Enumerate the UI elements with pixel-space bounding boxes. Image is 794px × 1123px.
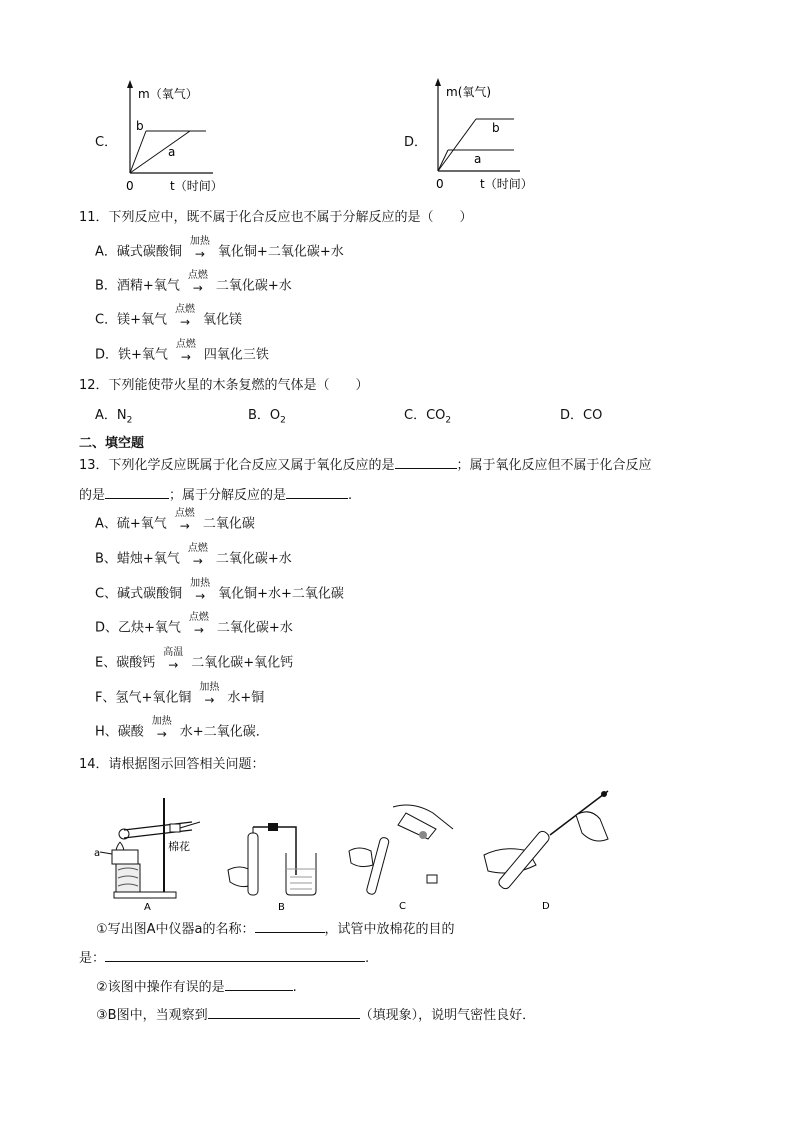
graph-d-option-label: D． [404,135,428,150]
graph-d-y-arrow [435,78,441,86]
q14-stem: 14．请根据图示回答相关问题： [79,757,265,772]
graph-d-ylabel: m(氧气) [446,85,492,99]
q14-sub1-line2: 是： . [79,947,369,968]
graph-c-y-arrow [127,80,133,88]
graph-d [428,76,558,194]
q12-stem: 12．下列能使带火星的木条复燃的气体是（ ） [79,378,369,393]
q11-option-b: B．酒精+氧气 点燃 → 二氧化碳+水 [95,270,292,295]
graph-c-label-a: a [168,145,176,159]
q11-option-c: C．镁+氧气 点燃 → 氧化镁 [95,304,242,329]
q13-blank-1[interactable] [395,454,457,469]
q14-sub1-line1: ①写出图A中仪器a的名称： ，试管中放棉花的目的 [96,918,455,939]
graph-c-option-label: C． [95,135,118,150]
q14-blank-instrument-name[interactable] [255,918,325,933]
q14-sub3: ③B图中，当观察到 （填现象），说明气密性良好． [96,1004,535,1025]
q13-line1: 13．下列化学反应既属于化合反应又属于氧化反应的是 ；属于氧化反应但不属于化合反应 [79,454,652,475]
graph-d-line-a-rise [438,150,448,171]
figure-c-pouring [343,797,463,913]
q13-option-e: E、碳酸钙 高温 → 二氧化碳+氧化钙 [95,647,294,672]
q13-blank-2[interactable] [105,484,169,499]
q13-blank-3[interactable] [286,484,348,499]
q12-option-a: A．$N_2$ [95,408,133,426]
q14-blank-cotton-purpose[interactable] [105,947,365,962]
figure-d-dropper [480,785,625,913]
graph-d-label-a: a [474,152,482,166]
q14-blank-phenomenon[interactable] [208,1004,360,1019]
figure-a-caption: A [144,902,151,912]
graph-c-ylabel: m（氧气） [138,87,198,101]
q13-option-d: D、乙炔+氧气 点燃 → 二氧化碳+水 [95,612,293,637]
graph-d-label-b: b [492,121,500,135]
graph-c-xlabel: t（时间） [170,179,223,193]
graph-c-label-b: b [136,119,144,133]
figure-a-heating-apparatus [92,792,207,912]
q13-option-h: H、碳酸 加热 → 水+二氧化碳． [95,716,269,741]
q12-option-d: D．CO [560,408,603,423]
graph-c-line-a-rise [130,131,190,173]
figure-b-caption: B [278,902,285,913]
section-title: 二、填空题 [79,436,145,451]
q13-option-f: F、氢气+氧化铜 加热 → 水+铜 [95,682,265,707]
q12-option-b: B．$O_2$ [248,408,286,426]
q12-option-c: C．$CO_2$ [404,408,452,426]
figure-d-caption: D [542,901,550,912]
q13-option-c: C、碱式碳酸铜 加热 → 氧化铜+水+二氧化碳 [95,578,344,603]
graph-d-origin: 0 [436,177,444,191]
graph-d-line-b-rise [438,119,476,171]
figure-c-caption: C [399,901,406,912]
q13-line2: 的是 ；属于分解反应的是 . [79,484,352,505]
figure-b-airtightness-check [218,815,328,913]
q11-option-a: A．碱式碳酸铜 加热 → 氧化铜+二氧化碳+水 [95,236,344,261]
graph-c-line-b-rise [130,131,146,173]
graph-c-origin: 0 [126,179,134,193]
q14-blank-wrong-operation[interactable] [225,976,293,991]
q13-option-a: A、硫+氧气 点燃 → 二氧化碳 [95,508,255,533]
graph-d-xlabel: t（时间） [480,177,533,191]
figure-a-cotton-label: 棉花 [168,840,190,853]
graph-c [118,78,248,196]
q11-option-d: D．铁+氧气 点燃 → 四氧化三铁 [95,339,269,364]
q11-stem: 11．下列反应中，既不属于化合反应也不属于分解反应的是（ ） [79,210,473,225]
q14-sub2: ②该图中操作有误的是 . [96,976,297,997]
figure-a-pointer-a: a [94,848,101,859]
q13-option-b: B、蜡烛+氧气 点燃 → 二氧化碳+水 [95,543,292,568]
